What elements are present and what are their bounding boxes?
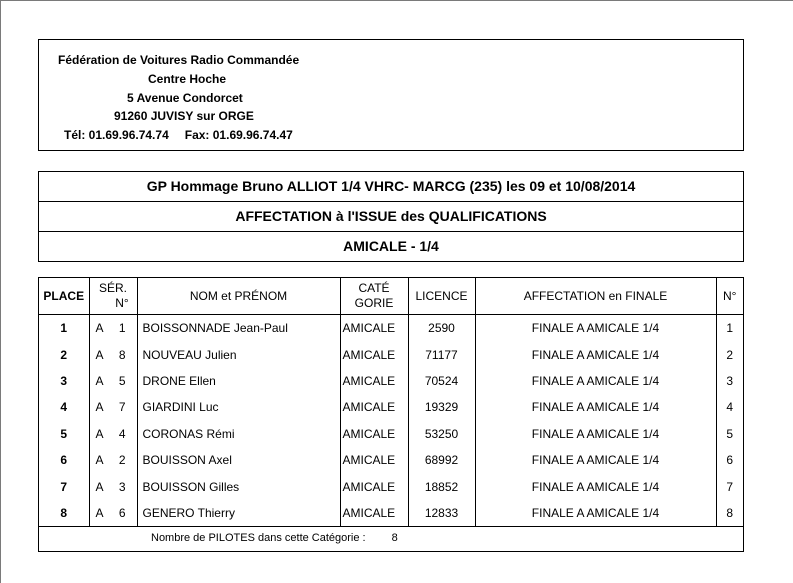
cell-name: GENERO Thierry [137, 500, 340, 527]
cell-place: 5 [39, 421, 89, 447]
cell-serie-number: 6 [118, 505, 126, 520]
cell-name: DRONE Ellen [137, 368, 340, 394]
page-edge-left [0, 0, 1, 583]
cell-serie-letter: A [95, 453, 104, 468]
cell-licence: 70524 [408, 368, 475, 394]
col-header-place: PLACE [39, 278, 89, 315]
cell-place: 3 [39, 368, 89, 394]
cell-serie-letter: A [95, 479, 104, 494]
cell-category: AMICALE [340, 447, 408, 473]
cell-serie-number: 5 [118, 373, 126, 388]
federation-centre: Centre Hoche [148, 72, 227, 86]
cell-number: 8 [726, 505, 734, 520]
table-row [39, 447, 743, 473]
cell-final-assignment: FINALE A AMICALE 1/4 [475, 341, 716, 367]
table-row [39, 473, 743, 499]
cell-name: BOUISSON Axel [137, 447, 340, 473]
cell-place: 7 [39, 473, 89, 499]
cell-licence: 18852 [408, 473, 475, 499]
federation-address-box [38, 39, 744, 151]
cell-serie-number: 2 [118, 453, 126, 468]
cell-place: 4 [39, 394, 89, 420]
table-row [39, 394, 743, 420]
cell-category: AMICALE [340, 473, 408, 499]
cell-place: 1 [39, 315, 89, 342]
cell-name: CORONAS Rémi [137, 421, 340, 447]
cell-category: AMICALE [340, 341, 408, 367]
col-header-categorie [340, 278, 408, 315]
cell-final-assignment: FINALE A AMICALE 1/4 [475, 500, 716, 527]
table-row [39, 368, 743, 394]
cell-serie [89, 500, 137, 527]
col-header-serie-line1: SÉR. [98, 281, 127, 295]
cell-final-assignment: FINALE A AMICALE 1/4 [475, 394, 716, 420]
category-title: AMICALE - 1/4 [343, 238, 439, 254]
cell-serie-number: 8 [118, 347, 126, 362]
col-header-nom: NOM et PRÉNOM [137, 278, 340, 315]
cell-final-assignment: FINALE A AMICALE 1/4 [475, 447, 716, 473]
cell-category: AMICALE [340, 500, 408, 527]
cell-licence: 12833 [408, 500, 475, 527]
cell-place: 6 [39, 447, 89, 473]
pilot-count [39, 527, 743, 550]
cell-category: AMICALE [340, 394, 408, 420]
cell-name: GIARDINI Luc [137, 394, 340, 420]
cell-serie-letter: A [95, 373, 104, 388]
federation-fax: Fax: 01.69.96.74.47 [184, 128, 293, 142]
cell-final-assignment: FINALE A AMICALE 1/4 [475, 473, 716, 499]
cell-final-assignment: FINALE A AMICALE 1/4 [475, 421, 716, 447]
cell-serie-letter: A [95, 347, 104, 362]
cell-place: 8 [39, 500, 89, 527]
cell-name: BOISSONNADE Jean-Paul [137, 315, 340, 342]
cell-number: 4 [726, 400, 734, 415]
cell-serie-letter: A [95, 505, 104, 520]
cell-serie-number: 7 [118, 400, 126, 415]
col-header-categorie-line2: GORIE [354, 296, 394, 310]
table-footer-row [39, 527, 743, 550]
results-table [39, 278, 743, 549]
federation-tel: Tél: 01.69.96.74.74 [64, 128, 169, 142]
cell-serie [89, 394, 137, 420]
cell-licence: 68992 [408, 447, 475, 473]
cell-serie [89, 421, 137, 447]
page-edge-top [0, 0, 793, 1]
cell-licence: 19329 [408, 394, 475, 420]
cell-category: AMICALE [340, 421, 408, 447]
federation-contact [64, 128, 309, 142]
federation-city: 91260 JUVISY sur ORGE [114, 109, 254, 123]
cell-final-assignment: FINALE A AMICALE 1/4 [475, 315, 716, 342]
federation-street: 5 Avenue Condorcet [127, 91, 243, 105]
table-row [39, 421, 743, 447]
cell-licence: 53250 [408, 421, 475, 447]
cell-serie-letter: A [95, 426, 104, 441]
col-header-affectation: AFFECTATION en FINALE [475, 278, 716, 315]
cell-serie-number: 3 [118, 479, 126, 494]
cell-serie [89, 368, 137, 394]
cell-serie [89, 341, 137, 367]
cell-serie-number: 4 [118, 426, 126, 441]
cell-name: NOUVEAU Julien [137, 341, 340, 367]
cell-name: BOUISSON Gilles [137, 473, 340, 499]
pilot-count-label: Nombre de PILOTES dans cette Catégorie : [151, 532, 366, 545]
col-header-categorie-line1: CATÉ [358, 281, 390, 295]
cell-serie [89, 315, 137, 342]
table-row [39, 341, 743, 367]
cell-number: 2 [726, 347, 734, 362]
cell-serie [89, 473, 137, 499]
cell-category: AMICALE [340, 368, 408, 394]
cell-serie [89, 447, 137, 473]
cell-number: 3 [726, 373, 734, 388]
cell-licence: 71177 [408, 341, 475, 367]
cell-serie-number: 1 [118, 321, 126, 336]
report-subtitle: AFFECTATION à l'ISSUE des QUALIFICATIONS [39, 202, 743, 232]
cell-place: 2 [39, 341, 89, 367]
cell-number: 6 [726, 453, 734, 468]
federation-name: Fédération de Voitures Radio Commandée [58, 53, 300, 67]
cell-serie-letter: A [95, 400, 104, 415]
cell-number: 1 [726, 321, 734, 336]
table-row [39, 315, 743, 342]
col-header-licence: LICENCE [408, 278, 475, 315]
cell-number: 7 [726, 479, 734, 494]
table-header-row [39, 278, 743, 315]
pilot-count-value: 8 [391, 532, 398, 545]
col-header-serie-line2: N° [115, 296, 129, 310]
event-title: GP Hommage Bruno ALLIOT 1/4 VHRC- MARCG (235) les 09 et 10/08/2014 [39, 172, 743, 202]
cell-serie-letter: A [95, 321, 104, 336]
title-box [38, 171, 744, 262]
results-table-box [38, 277, 744, 552]
cell-licence: 2590 [408, 315, 475, 342]
col-header-number: N° [716, 278, 743, 315]
cell-final-assignment: FINALE A AMICALE 1/4 [475, 368, 716, 394]
cell-category: AMICALE [340, 315, 408, 342]
col-header-serie [89, 278, 137, 315]
table-row [39, 500, 743, 527]
cell-number: 5 [726, 426, 734, 441]
